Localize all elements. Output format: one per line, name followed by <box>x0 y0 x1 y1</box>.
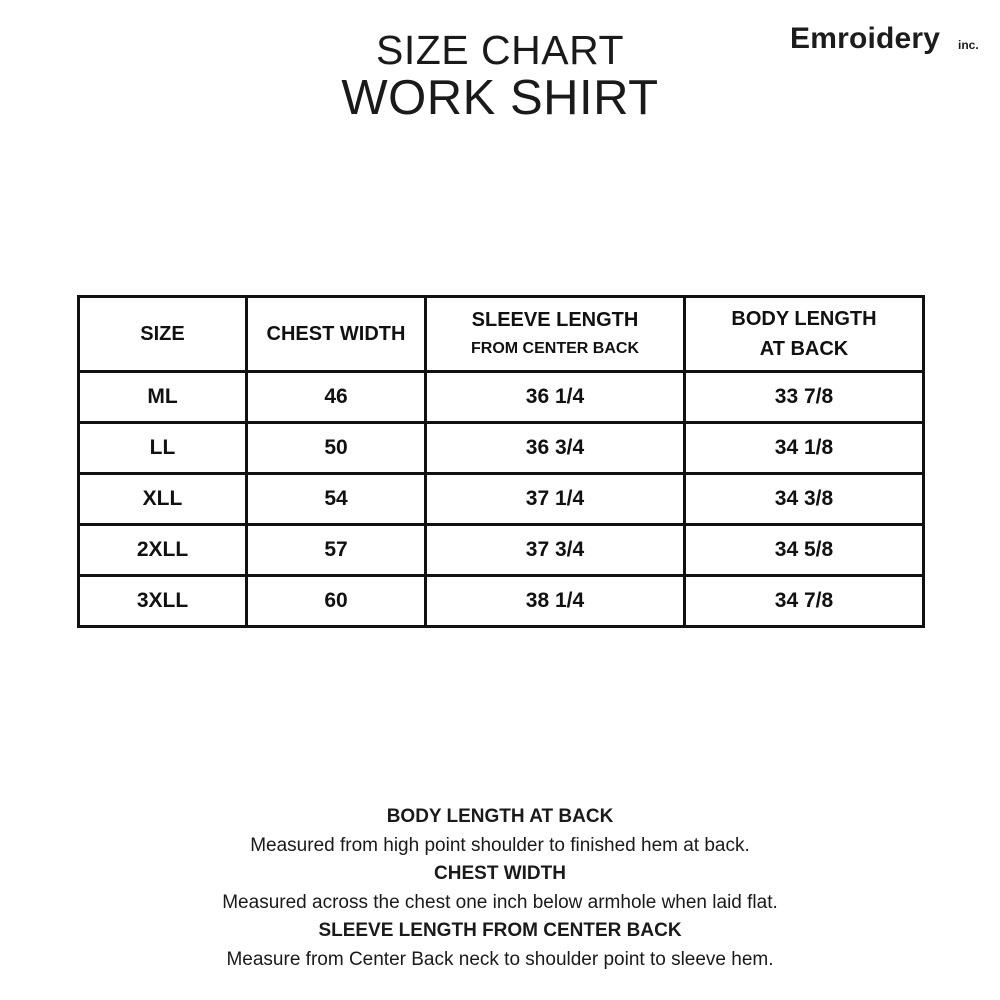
cell-chest-width: 54 <box>247 474 426 525</box>
cell-chest-width: 50 <box>247 423 426 474</box>
measurement-notes <box>0 803 1000 974</box>
header-body-length <box>685 297 924 372</box>
table-row <box>79 525 924 576</box>
table-row <box>79 372 924 423</box>
note-text-body-length: Measured from high point shoulder to finished hem at back. <box>250 834 750 856</box>
note-text-sleeve-length: Measure from Center Back neck to shoulder point to sleeve hem. <box>226 948 774 970</box>
header-size <box>79 297 247 372</box>
note-text-chest-width: Measured across the chest one inch below armhole when laid flat. <box>222 891 778 913</box>
cell-size: 2XLL <box>79 525 247 576</box>
title-work-shirt: WORK SHIRT <box>341 71 659 125</box>
table-header-row <box>79 297 924 372</box>
logo-wordmark <box>790 22 940 56</box>
header-chest-width <box>247 297 426 372</box>
cell-body-length: 34 5/8 <box>685 525 924 576</box>
cell-sleeve-length: 37 3/4 <box>426 525 685 576</box>
brand-logo <box>790 22 990 66</box>
table-row <box>79 423 924 474</box>
cell-body-length: 33 7/8 <box>685 372 924 423</box>
logo-suffix: inc. <box>958 38 979 52</box>
cell-size: LL <box>79 423 247 474</box>
logo-text: Emroidery <box>790 22 941 55</box>
size-chart-table <box>77 295 925 628</box>
table-row <box>79 474 924 525</box>
cell-sleeve-length: 38 1/4 <box>426 576 685 627</box>
note-heading-sleeve-length: SLEEVE LENGTH FROM CENTER BACK <box>318 920 682 941</box>
header-chest-label: CHEST WIDTH <box>266 323 406 345</box>
cell-size: XLL <box>79 474 247 525</box>
cell-chest-width: 60 <box>247 576 426 627</box>
header-sleeve-length <box>426 297 685 372</box>
header-sleeve-sublabel: FROM CENTER BACK <box>471 340 639 357</box>
cell-body-length: 34 7/8 <box>685 576 924 627</box>
cell-body-length: 34 1/8 <box>685 423 924 474</box>
cell-sleeve-length: 36 1/4 <box>426 372 685 423</box>
header-sleeve-label: SLEEVE LENGTH <box>471 309 639 331</box>
cell-sleeve-length: 36 3/4 <box>426 423 685 474</box>
note-heading-chest-width: CHEST WIDTH <box>434 863 566 884</box>
header-body-sublabel: AT BACK <box>759 338 849 360</box>
cell-sleeve-length: 37 1/4 <box>426 474 685 525</box>
cell-chest-width: 57 <box>247 525 426 576</box>
note-heading-body-length: BODY LENGTH AT BACK <box>386 806 614 827</box>
cell-chest-width: 46 <box>247 372 426 423</box>
header-body-label: BODY LENGTH <box>731 308 877 330</box>
header-size-label: SIZE <box>140 323 185 345</box>
table-row <box>79 576 924 627</box>
cell-body-length: 34 3/8 <box>685 474 924 525</box>
title-size-chart: SIZE CHART <box>376 27 624 73</box>
cell-size: ML <box>79 372 247 423</box>
cell-size: 3XLL <box>79 576 247 627</box>
